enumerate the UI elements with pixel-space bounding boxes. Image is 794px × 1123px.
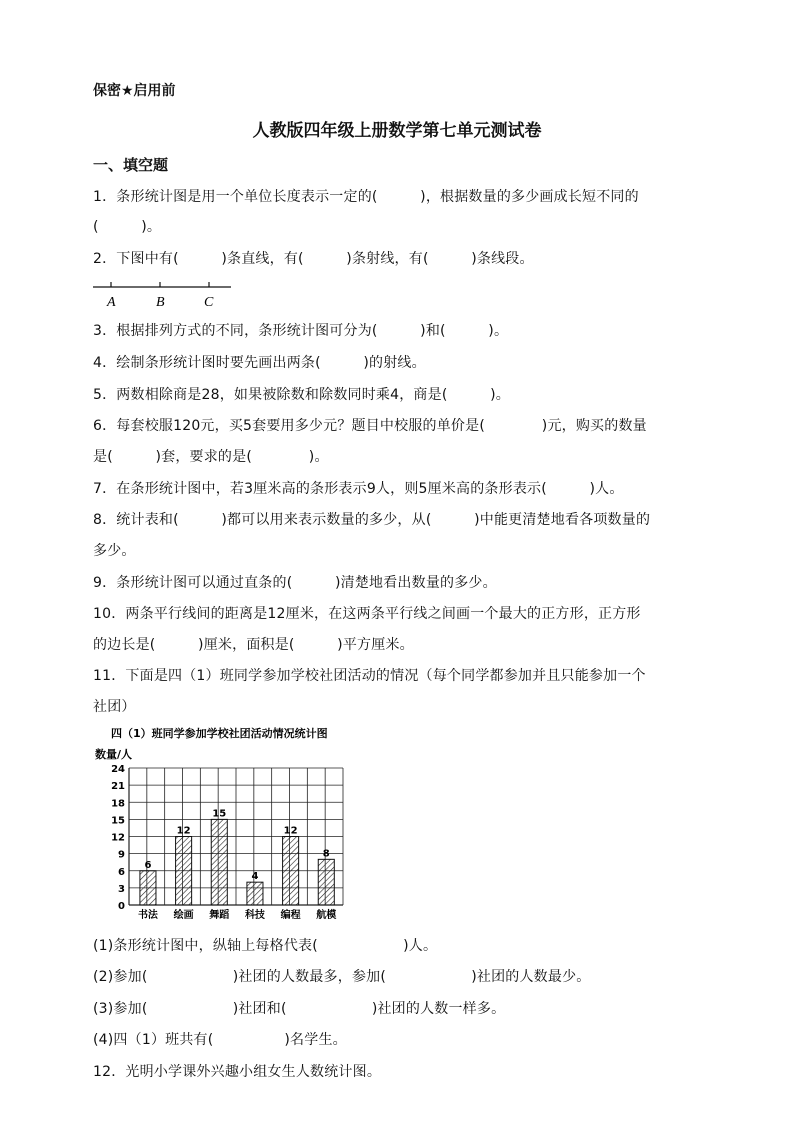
bar-绘画: [176, 837, 192, 906]
subquestion-2: (2)参加( )社团的人数最多，参加( )社团的人数最少。: [93, 969, 591, 985]
question-8-line-2: 多少。: [93, 543, 136, 559]
line-segment-figure: [93, 281, 233, 311]
question-11-line-1: 11．下面是四（1）班同学参加学校社团活动的情况（每个同学都参加并且只能参加一个: [93, 668, 646, 684]
y-tick-label: 3: [118, 883, 125, 895]
exam-title: 人教版四年级上册数学第七单元测试卷: [252, 121, 542, 141]
question-6-line-2: 是( )套，要求的是( )。: [93, 449, 329, 465]
chart-title: 四（1）班同学参加学校社团活动情况统计图: [111, 727, 328, 740]
section-heading: 一、填空题: [93, 156, 169, 174]
question-4: 4．绘制条形统计图时要先画出两条( )的射线。: [93, 355, 426, 371]
data-label: 15: [212, 808, 227, 820]
y-tick-label: 18: [111, 798, 125, 810]
question-10-line-1: 10．两条平行线间的距离是12厘米，在这两条平行线之间画一个最大的正方形，正方形: [93, 606, 641, 622]
question-12: 12．光明小学课外兴趣小组女生人数统计图。: [93, 1064, 382, 1080]
question-6-line-1: 6．每套校服120元，买5套要用多少元？题目中校服的单价是( )元，购买的数量: [93, 418, 647, 434]
question-2: 2．下图中有( )条直线，有( )条射线，有( )条线段。: [93, 251, 534, 267]
subquestion-3: (3)参加( )社团和( )社团的人数一样多。: [93, 1001, 506, 1017]
bar-舞蹈: [211, 819, 227, 905]
bars: [140, 819, 334, 905]
y-tick-label: 15: [111, 815, 125, 827]
question-8-line-1: 8．统计表和( )都可以用来表示数量的多少，从( )中能更清楚地看各项数量的: [93, 512, 651, 528]
y-tick-label: 12: [111, 832, 125, 844]
x-tick-label: 航模: [316, 910, 337, 921]
question-1-line-1: 1．条形统计图是用一个单位长度表示一定的( )，根据数量的多少画成长短不同的: [93, 189, 639, 205]
point-c-label: C: [204, 295, 214, 310]
question-7: 7．在条形统计图中，若3厘米高的条形表示9人，则5厘米高的条形表示( )人。: [93, 481, 624, 497]
data-label: 12: [283, 825, 298, 837]
question-10-line-2: 的边长是( )厘米，面积是( )平方厘米。: [93, 637, 414, 653]
question-9: 9．条形统计图可以通过直条的( )清楚地看出数量的多少。: [93, 575, 497, 591]
question-1-line-2: ( )。: [93, 219, 162, 235]
y-tick-label: 6: [118, 866, 125, 878]
point-a-label: A: [107, 295, 116, 310]
question-5: 5．两数相除商是28，如果被除数和除数同时乘4，商是( )。: [93, 387, 510, 403]
question-3: 3．根据排列方式的不同，条形统计图可分为( )和( )。: [93, 323, 509, 339]
x-tick-label: 科技: [244, 910, 265, 921]
data-label: 6: [144, 859, 152, 871]
data-label: 12: [176, 825, 191, 837]
subquestion-4: (4)四（1）班共有( )名学生。: [93, 1032, 347, 1048]
grid: [129, 768, 343, 905]
x-tick-label: 编程: [280, 910, 301, 921]
y-tick-label: 9: [118, 849, 125, 861]
y-tick-label: 21: [111, 781, 125, 793]
y-axis-label: 数量/人: [95, 748, 133, 761]
subquestion-1: (1)条形统计图中，纵轴上每格代表( )人。: [93, 938, 438, 954]
point-b-label: B: [156, 295, 165, 310]
bar-书法: [140, 871, 156, 905]
bar-编程: [283, 837, 299, 906]
bar-chart: [93, 723, 413, 923]
y-tick-label: 24: [111, 764, 125, 775]
confidential-label: 保密★启用前: [93, 83, 176, 99]
x-tick-label: 绘画: [173, 910, 194, 921]
bar-科技: [247, 882, 263, 905]
data-label: 8: [322, 848, 330, 860]
bar-航模: [318, 859, 334, 905]
data-label: 4: [251, 871, 259, 883]
x-tick-label: 书法: [137, 910, 158, 921]
x-tick-label: 舞蹈: [209, 910, 230, 921]
question-11-line-2: 社团）: [93, 699, 136, 715]
y-tick-label: 0: [118, 901, 125, 912]
